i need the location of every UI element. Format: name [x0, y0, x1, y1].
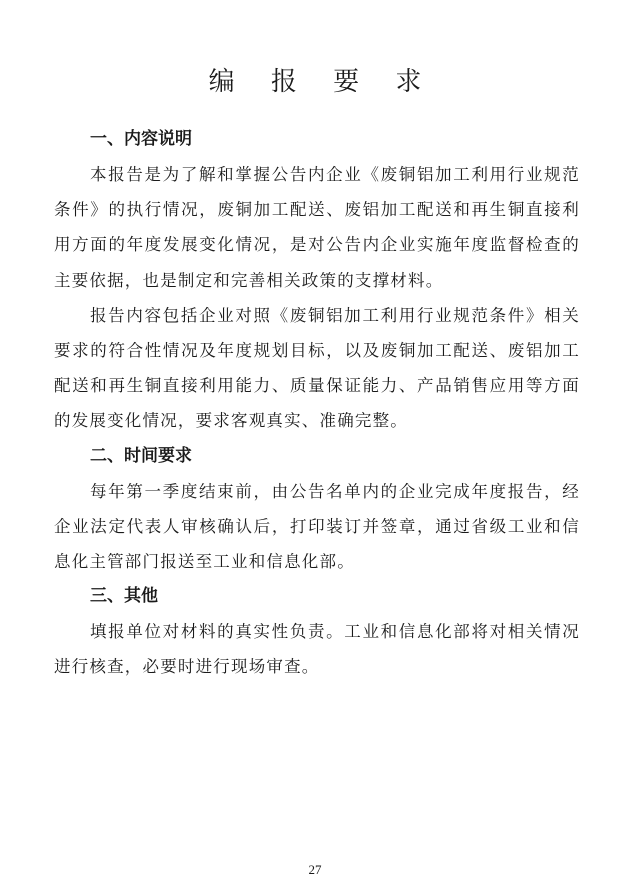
paragraph: 本报告是为了解和掌握公告内企业《废铜铝加工利用行业规范条件》的执行情况，废铜加工配送、废铝加工配送和再生铜直接利用方面的年度发展变化情况，是对公告内企业实施年度监督检查的主要依据，也是制定和完善相关政策的支撑材料。	[54, 165, 580, 290]
paragraph: 填报单位对材料的真实性负责。工业和信息化部将对相关情况进行核查，必要时进行现场审查。	[54, 622, 580, 677]
section-heading-content: 一、内容说明	[90, 129, 192, 149]
section-heading-other: 三、其他	[90, 586, 158, 607]
paragraph: 每年第一季度结束前，由公告名单内的企业完成年度报告，经企业法定代表人审核确认后，打印装订并签章，通过省级工业和信息化主管部门报送至工业和信息化部。	[54, 481, 580, 572]
section-heading-time: 二、时间要求	[90, 445, 192, 466]
page-number: 27	[308, 862, 322, 877]
paragraph: 报告内容包括企业对照《废铜铝加工利用行业规范条件》相关要求的符合性情况及年度规划目标，以及废铜加工配送、废铝加工配送和再生铜直接利用能力、质量保证能力、产品销售应用等方面的发展变化情况，要求客观真实、准确完整。	[54, 305, 580, 431]
page-title: 编 报 要 求	[208, 67, 436, 98]
document-body	[54, 122, 580, 685]
